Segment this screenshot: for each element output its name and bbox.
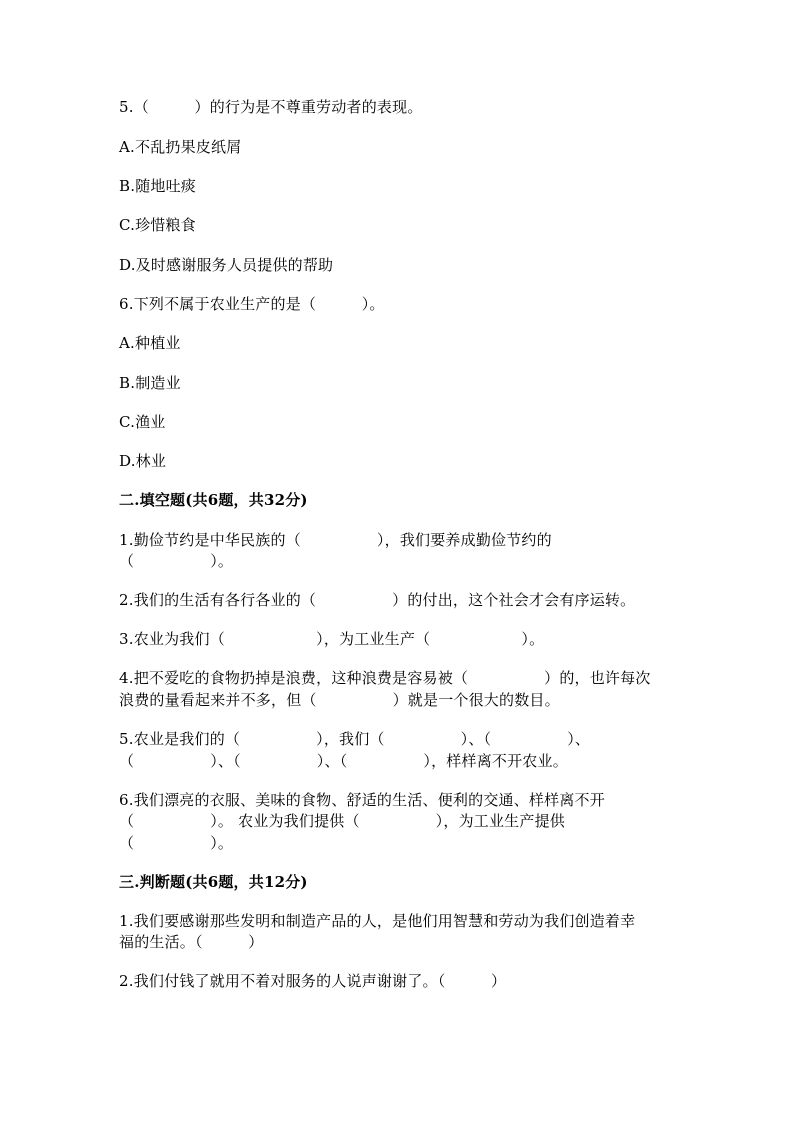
section-true-false-heading: 三.判断题(共6题，共12分) bbox=[119, 873, 308, 891]
question-5-stem: 5.（ ）的行为是不尊重劳动者的表现。 bbox=[119, 98, 423, 116]
fill-question-6-line-1: 6.我们漂亮的衣服、美味的食物、舒适的生活、便利的交通、样样离不开 bbox=[119, 791, 605, 809]
fill-question-6-line-3: （ ）。 bbox=[119, 834, 234, 852]
question-6-option-c: C.渔业 bbox=[119, 413, 166, 431]
question-6-option-b: B.制造业 bbox=[119, 374, 181, 392]
fill-question-1-line-2: （ ）。 bbox=[119, 552, 234, 570]
section-fill-blank-heading: 二.填空题(共6题，共32分) bbox=[119, 491, 308, 509]
tf-question-1-line-2: 福的生活。（ ） bbox=[119, 933, 264, 951]
question-5-option-a: A.不乱扔果皮纸屑 bbox=[119, 138, 242, 156]
question-6-option-d: D.林业 bbox=[119, 452, 167, 470]
fill-question-3: 3.农业为我们（ ），为工业生产（ ）。 bbox=[119, 630, 545, 648]
fill-question-6-line-2: （ ）。 农业为我们提供（ ），为工业生产提供 bbox=[119, 812, 565, 830]
fill-question-4-line-1: 4.把不爱吃的食物扔掉是浪费，这种浪费是容易被（ ）的，也许每次 bbox=[119, 669, 651, 687]
fill-question-4-line-2: 浪费的量看起来并不多，但（ ）就是一个很大的数目。 bbox=[119, 691, 560, 709]
fill-question-5-line-1: 5.农业是我们的（ ），我们（ ）、（ ）、 bbox=[119, 730, 591, 748]
tf-question-2: 2.我们付钱了就用不着对服务的人说声谢谢了。（ ） bbox=[119, 972, 507, 990]
question-5-option-d: D.及时感谢服务人员提供的帮助 bbox=[119, 256, 334, 274]
fill-question-1-line-1: 1.勤俭节约是中华民族的（ ），我们要养成勤俭节约的 bbox=[119, 531, 552, 549]
question-6-stem: 6.下列不属于农业生产的是（ ）。 bbox=[119, 295, 385, 313]
tf-question-1-line-1: 1.我们要感谢那些发明和制造产品的人，是他们用智慧和劳动为我们创造着幸 bbox=[119, 912, 636, 930]
question-5-option-c: C.珍惜粮食 bbox=[119, 216, 196, 234]
question-5-option-b: B.随地吐痰 bbox=[119, 177, 196, 195]
fill-question-5-line-2: （ ）、（ ）、（ ），样样离不开农业。 bbox=[119, 752, 568, 770]
fill-question-2: 2.我们的生活有各行各业的（ ）的付出，这个社会才会有序运转。 bbox=[119, 591, 636, 609]
question-6-option-a: A.种植业 bbox=[119, 334, 181, 352]
